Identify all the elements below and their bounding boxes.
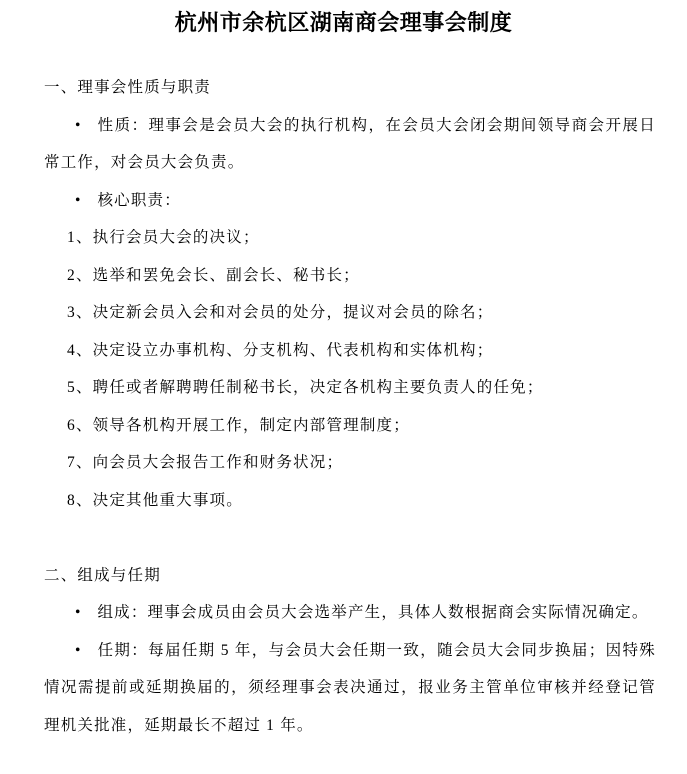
bullet-icon: • (75, 191, 81, 209)
document-title: 杭州市余杭区湖南商会理事会制度 (174, 10, 513, 35)
numbered-item-2: 2、选举和罢免会长、副会长、秘书长； (67, 266, 360, 284)
numbered-item-6: 6、领导各机构开展工作，制定内部管理制度； (67, 416, 410, 434)
section-gap (44, 519, 656, 557)
bullet-icon: • (75, 604, 81, 621)
bullet-item-term (44, 632, 656, 745)
numbered-item-7: 7、向会员大会报告工作和财务状况； (67, 454, 344, 471)
bullet-item-composition (44, 594, 656, 632)
numbered-item-4: 4、决定设立办事机构、分支机构、代表机构和实体机构； (67, 341, 494, 359)
bullet-item-nature (44, 107, 656, 182)
bullet-text-core-duties: 核心职责： (97, 191, 181, 209)
bullet-text-nature: 性质：理事会是会员大会的执行机构，在会员大会闭会期间领导商会开展日常工作，对会员大会负责。 (44, 116, 656, 171)
numbered-item-5: 5、聘任或者解聘聘任制秘书长，决定各机构主要负责人的任免； (67, 379, 544, 396)
section-2-heading: 二、组成与任期 (44, 566, 161, 584)
numbered-item-8: 8、决定其他重大事项。 (67, 491, 243, 509)
bullet-item-core-duties (44, 182, 656, 220)
numbered-item-3: 3、决定新会员入会和对会员的处分，提议对会员的除名； (67, 304, 494, 321)
numbered-item-1: 1、执行会员大会的决议； (67, 229, 260, 246)
bullet-icon: • (75, 116, 81, 134)
section-1-heading: 一、理事会性质与职责 (44, 79, 212, 96)
bullet-text-composition: 组成：理事会成员由会员大会选举产生，具体人数根据商会实际情况确定。 (97, 604, 649, 621)
document-body (44, 69, 656, 744)
bullet-icon: • (75, 641, 81, 659)
bullet-text-term: 任期：每届任期 5 年，与会员大会任期一致，随会员大会同步换届；因特殊情况需提前或延期换届的，须经理事会表决通过，报业务主管单位审核并经登记管理机关批准，延期最长不超过 1 年。 (44, 641, 656, 734)
